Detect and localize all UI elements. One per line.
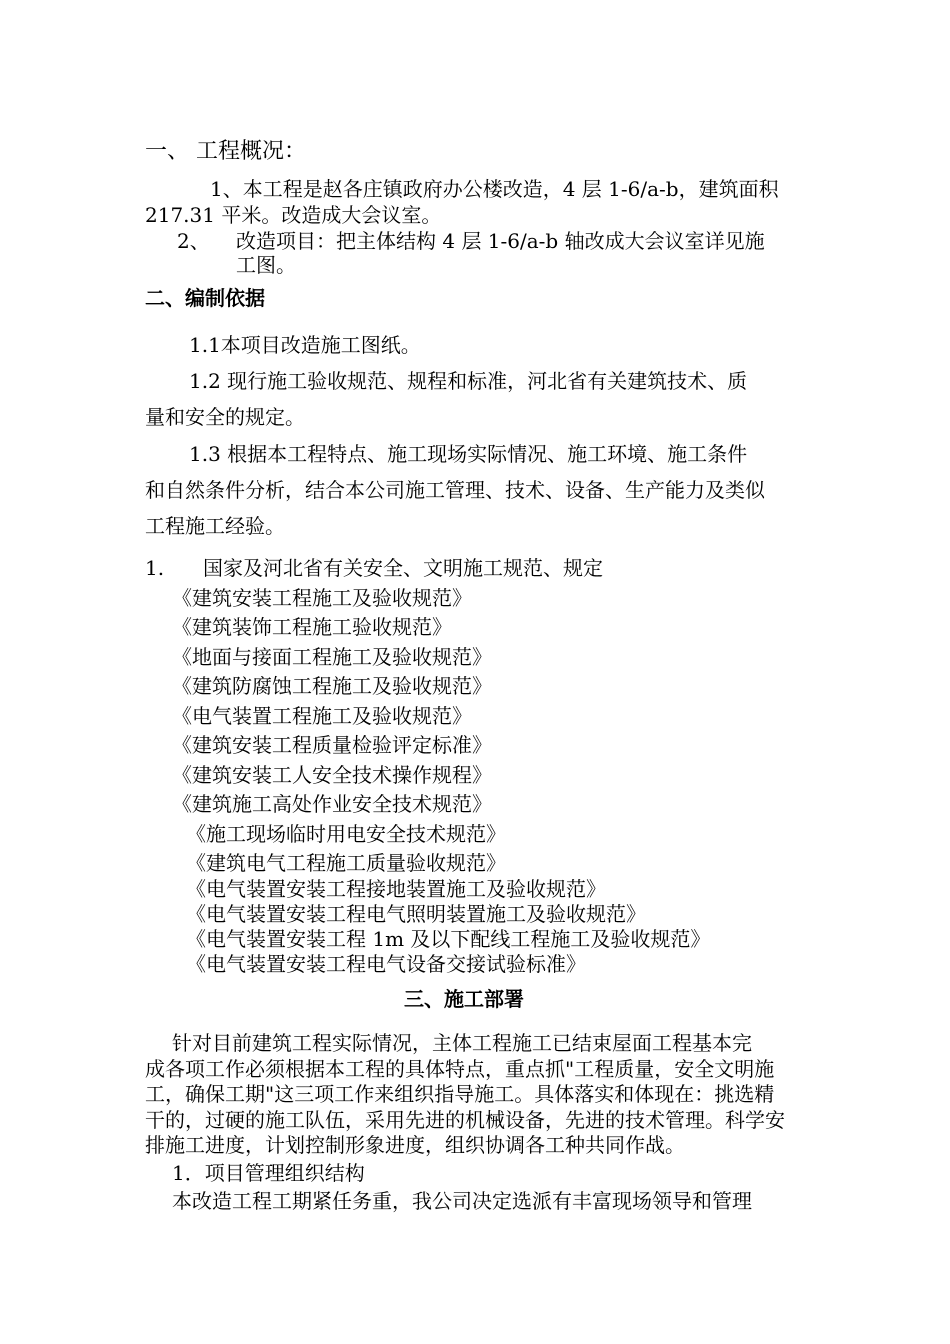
section-3-heading: 三、施工部署 bbox=[404, 987, 524, 1011]
standard-item: 《电气装置安装工程 1m 及以下配线工程施工及验收规范》 bbox=[186, 927, 711, 951]
basis-paragraph-3-line-1: 1.3 根据本工程特点、施工现场实际情况、施工环境、施工条件 bbox=[189, 442, 748, 466]
section-1-heading: 一、 工程概况： bbox=[145, 139, 306, 164]
standard-item: 《地面与接面工程施工及验收规范》 bbox=[172, 645, 492, 669]
regulations-list-number: 1. bbox=[145, 556, 165, 580]
section-1-item-2-line-2: 工图。 bbox=[236, 253, 296, 277]
section-1-item-2-line-1: 改造项目：把主体结构 4 层 1-6/a-b 轴改成大会议室详见施 bbox=[236, 229, 765, 253]
basis-paragraph-1: 1.1本项目改造施工图纸。 bbox=[189, 333, 421, 357]
section-1-item-1-line-1: 1、本工程是赵各庄镇政府办公楼改造，4 层 1-6/a-b，建筑面积 bbox=[210, 177, 779, 201]
basis-paragraph-2-line-2: 量和安全的规定。 bbox=[145, 405, 305, 429]
standard-item: 《建筑安装工人安全技术操作规程》 bbox=[172, 763, 492, 787]
section-2-heading: 二、编制依据 bbox=[145, 286, 265, 310]
deployment-paragraph-line: 干的，过硬的施工队伍，采用先进的机械设备，先进的技术管理。科学安 bbox=[145, 1108, 785, 1132]
subsection-1-paragraph: 本改造工程工期紧任务重，我公司决定选派有丰富现场领导和管理 bbox=[172, 1189, 752, 1213]
section-1-item-2-number: 2、 bbox=[177, 229, 210, 253]
standard-item: 《建筑电气工程施工质量验收规范》 bbox=[186, 851, 506, 875]
basis-paragraph-2-line-1: 1.2 现行施工验收规范、规程和标准，河北省有关建筑技术、质 bbox=[189, 369, 748, 393]
section-1-item-1-line-2: 217.31 平米。改造成大会议室。 bbox=[145, 203, 442, 227]
standard-item: 《电气装置工程施工及验收规范》 bbox=[172, 704, 472, 728]
regulations-list-title: 国家及河北省有关安全、文明施工规范、规定 bbox=[203, 556, 603, 580]
standard-item: 《建筑安装工程质量检验评定标准》 bbox=[172, 733, 492, 757]
standard-item: 《电气装置安装工程接地装置施工及验收规范》 bbox=[186, 877, 606, 901]
basis-paragraph-3-line-2: 和自然条件分析，结合本公司施工管理、技术、设备、生产能力及类似 bbox=[145, 478, 765, 502]
standard-item: 《建筑安装工程施工及验收规范》 bbox=[172, 586, 472, 610]
standard-item: 《电气装置安装工程电气照明装置施工及验收规范》 bbox=[186, 902, 646, 926]
deployment-paragraph-line: 排施工进度，计划控制形象进度，组织协调各工种共同作战。 bbox=[145, 1133, 685, 1157]
standard-item: 《施工现场临时用电安全技术规范》 bbox=[186, 822, 506, 846]
basis-paragraph-3-line-3: 工程施工经验。 bbox=[145, 514, 285, 538]
standard-item: 《建筑防腐蚀工程施工及验收规范》 bbox=[172, 674, 492, 698]
standard-item: 《电气装置安装工程电气设备交接试验标准》 bbox=[186, 952, 586, 976]
deployment-paragraph-line: 针对目前建筑工程实际情况，主体工程施工已结束屋面工程基本完 bbox=[172, 1031, 752, 1055]
standard-item: 《建筑施工高处作业安全技术规范》 bbox=[172, 792, 492, 816]
subsection-1-heading: 1．项目管理组织结构 bbox=[172, 1161, 365, 1185]
deployment-paragraph-line: 工，确保工期"这三项工作来组织指导施工。具体落实和体现在：挑选精 bbox=[145, 1082, 775, 1106]
standard-item: 《建筑装饰工程施工验收规范》 bbox=[172, 615, 452, 639]
deployment-paragraph-line: 成各项工作必须根据本工程的具体特点，重点抓"工程质量，安全文明施 bbox=[145, 1057, 775, 1081]
